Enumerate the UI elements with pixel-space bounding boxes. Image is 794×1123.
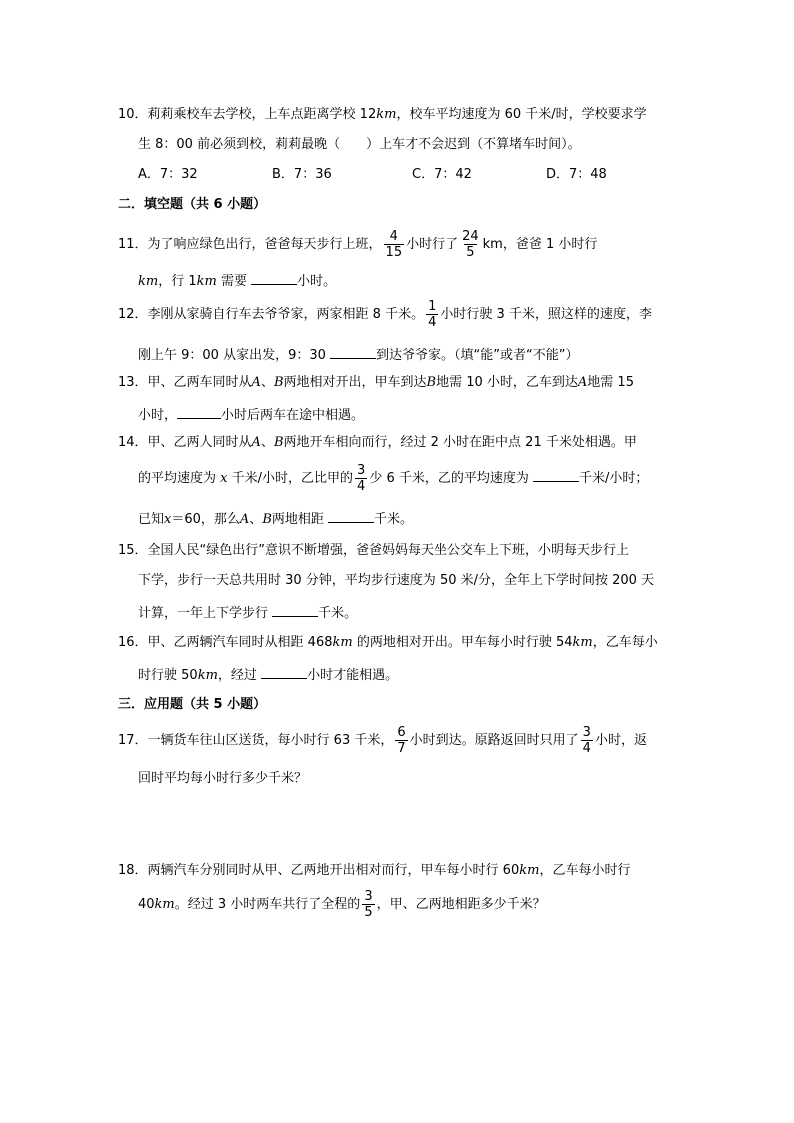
- q10-option-c: C．7：42: [412, 167, 472, 182]
- q14-text-c: 的平均速度为: [138, 471, 217, 486]
- q10-line-1: [118, 106, 647, 124]
- q13-var-b2: B: [426, 375, 437, 390]
- q14-text-g: 已知: [138, 512, 165, 527]
- q14-var-x2: x: [164, 512, 172, 527]
- q10-text-c: 生 8：00 前必须到校，莉莉最晚（ ）上车才不会迟到（不算堵车时间）。: [138, 137, 581, 152]
- q14-text-h: ＝60，那么: [171, 512, 240, 527]
- q15-text-b: 千米。: [318, 606, 358, 621]
- q14-text-b: 两地开车相向而行，经过 2 小时在距中点 21 千米处相遇。甲: [283, 435, 637, 450]
- q14-text-a: 14．甲、乙两人同时从: [118, 435, 252, 450]
- q14-text-d: 千米/小时，乙比甲的: [231, 471, 354, 486]
- q12-text-b: 小时行驶 3 千米，照这样的速度，李: [440, 307, 652, 322]
- q16-unit-2: km: [572, 635, 593, 650]
- q13-var-a: A: [251, 375, 261, 390]
- q16-unit-3: km: [197, 668, 218, 683]
- q17-fraction-1: [395, 725, 407, 756]
- q10-text-a: 10．莉莉乘校车去学校，上车点距离学校 12: [118, 107, 377, 122]
- q13-var-a2: A: [577, 375, 588, 390]
- q14-var-b: B: [273, 435, 284, 450]
- q13-text-b: 两地相对开出，甲车到达: [283, 375, 427, 390]
- q11-fraction-1: [384, 229, 405, 260]
- q14-text-e: 少 6 千米，乙的平均速度为: [369, 471, 529, 486]
- q14-answer-blank-1[interactable]: [533, 467, 579, 482]
- q14-var-a: A: [251, 435, 261, 450]
- q14-line-1: [118, 434, 637, 452]
- q11-line-2: [138, 270, 336, 291]
- q10-option-a: A．7：32: [138, 167, 198, 182]
- q16-line-1: [118, 634, 658, 652]
- q16-text-f: 小时才能相遇。: [307, 668, 399, 683]
- q11-text-f: 小时。: [297, 274, 337, 289]
- q10-unit: km: [376, 107, 397, 122]
- q18-text-b: ，乙车每小时行: [539, 863, 631, 878]
- q11-frac1-den: 15: [385, 245, 403, 260]
- q18-frac-den: 5: [364, 905, 373, 920]
- q11-unit-2: km: [196, 274, 217, 289]
- q14-sep-2: 、: [249, 512, 263, 527]
- q11-unit: km: [138, 274, 159, 289]
- q13-answer-blank[interactable]: [177, 404, 221, 419]
- q11-frac2-den: 5: [466, 245, 475, 260]
- q17-fraction-2: [581, 725, 593, 756]
- q15-answer-blank[interactable]: [272, 602, 318, 617]
- q11-line-1: [118, 228, 597, 262]
- q16-text-b: 的两地相对开出。甲车每小时行驶 54: [352, 635, 573, 650]
- section-3-heading: 三．应用题（共 5 小题）: [118, 697, 267, 712]
- q14-answer-blank-2[interactable]: [328, 508, 374, 523]
- q12-text-c: 刚上午 9：00 从家出发，9：30: [138, 348, 326, 363]
- q18-frac-num: 3: [364, 889, 373, 904]
- q12-line-2: [138, 344, 579, 365]
- q11-frac1-num: 4: [389, 229, 398, 244]
- q14-var-b3: B: [262, 512, 272, 527]
- q14-text-i: 两地相距: [271, 512, 324, 527]
- q13-text-e: 小时，: [138, 408, 178, 423]
- q16-answer-blank[interactable]: [261, 664, 307, 679]
- q10-line-2: [138, 136, 581, 154]
- q10-text-b: ，校车平均速度为 60 千米/时，学校要求学: [396, 107, 647, 122]
- q14-fraction: [355, 463, 367, 494]
- q12-answer-blank[interactable]: [330, 344, 376, 359]
- q17-text-b: 小时到达。原路返回时只用了: [409, 733, 579, 748]
- q11-answer-blank[interactable]: [251, 270, 297, 285]
- q18-text-a: 18．两辆汽车分别同时从甲、乙两地开出相对而行，甲车每小时行 60: [118, 863, 520, 878]
- q18-text-d: 。经过 3 小时两车共行了全程的: [174, 897, 361, 912]
- q18-unit-2: km: [154, 897, 175, 912]
- q18-line-2: [138, 888, 546, 922]
- q16-unit: km: [332, 635, 353, 650]
- q12-frac-num: 1: [428, 299, 437, 314]
- q11-text-c: km，爸爸 1 小时行: [482, 237, 598, 252]
- q18-text-e: ，甲、乙两地相距多少千米？: [376, 897, 546, 912]
- q18-line-1: [118, 862, 630, 880]
- q16-text-a: 16．甲、乙两辆汽车同时从相距 468: [118, 635, 333, 650]
- q17-frac1-den: 7: [397, 741, 406, 756]
- q14-frac-den: 4: [357, 479, 366, 494]
- q15-line-3: [138, 602, 357, 623]
- q15-line-2: 下学，步行一天总共用时 30 分钟，平均步行速度为 50 米/分，全年上下学时间按 200 天: [138, 573, 655, 588]
- q11-text-b: 小时行了: [406, 237, 459, 252]
- q13-text-a: 13．甲、乙两车同时从: [118, 375, 252, 390]
- q15-text-a: 计算，一年上下学步行: [138, 606, 269, 621]
- q11-text-e: 需要: [216, 274, 247, 289]
- q18-fraction: [362, 889, 374, 920]
- q10-option-d: D．7：48: [546, 167, 607, 182]
- q11-fraction-2: [460, 229, 481, 260]
- q14-line-3: [138, 508, 413, 529]
- q14-var-x: x: [220, 471, 228, 486]
- q13-var-b: B: [273, 375, 284, 390]
- q17-text-a: 17．一辆货车往山区送货，每小时行 63 千米，: [118, 733, 394, 748]
- q18-text-c: 40: [138, 897, 155, 912]
- q17-text-c: 小时，返: [594, 733, 647, 748]
- q14-sep: 、: [260, 435, 274, 450]
- q17-frac1-num: 6: [397, 725, 406, 740]
- q14-var-a2: A: [239, 512, 250, 527]
- q11-text-d: ，行 1: [158, 274, 197, 289]
- q12-text-d: 到达爷爷家。（填“能”或者“不能”）: [376, 348, 579, 363]
- q12-frac-den: 4: [428, 315, 437, 330]
- q16-text-d: 时行驶 50: [138, 668, 198, 683]
- q12-line-1: [118, 298, 652, 332]
- q17-frac2-num: 3: [582, 725, 591, 740]
- section-2-heading: 二．填空题（共 6 小题）: [118, 197, 267, 212]
- q11-frac2-num: 24: [462, 229, 479, 244]
- q13-line-2: [138, 404, 364, 425]
- q18-unit: km: [519, 863, 540, 878]
- q16-text-c: ，乙车每小: [592, 635, 658, 650]
- q13-text-c: 地需 10 小时，乙车到达: [436, 375, 578, 390]
- q16-text-e: ，经过: [217, 668, 257, 683]
- q13-sep: 、: [260, 375, 274, 390]
- q14-text-f: 千米/小时；: [579, 471, 649, 486]
- q11-text-a: 11．为了响应绿色出行，爸爸每天步行上班，: [118, 237, 382, 252]
- q16-line-2: [138, 664, 398, 685]
- q12-fraction: [426, 299, 438, 330]
- q15-line-1: 15．全国人民“绿色出行”意识不断增强，爸爸妈妈每天坐公交车上下班，小明每天步行上: [118, 543, 630, 558]
- q13-text-f: 小时后两车在途中相遇。: [221, 408, 365, 423]
- q17-line-2: 回时平均每小时行多少千米？: [138, 771, 308, 786]
- q17-frac2-den: 4: [582, 741, 591, 756]
- q13-text-d: 地需 15: [587, 375, 634, 390]
- q14-line-2: [138, 462, 648, 496]
- q17-line-1: [118, 724, 647, 758]
- q14-text-j: 千米。: [374, 512, 414, 527]
- q14-frac-num: 3: [357, 463, 366, 478]
- q13-line-1: [118, 374, 634, 392]
- q10-option-b: B．7：36: [272, 167, 332, 182]
- q12-text-a: 12．李刚从家骑自行车去爷爷家，两家相距 8 千米。: [118, 307, 425, 322]
